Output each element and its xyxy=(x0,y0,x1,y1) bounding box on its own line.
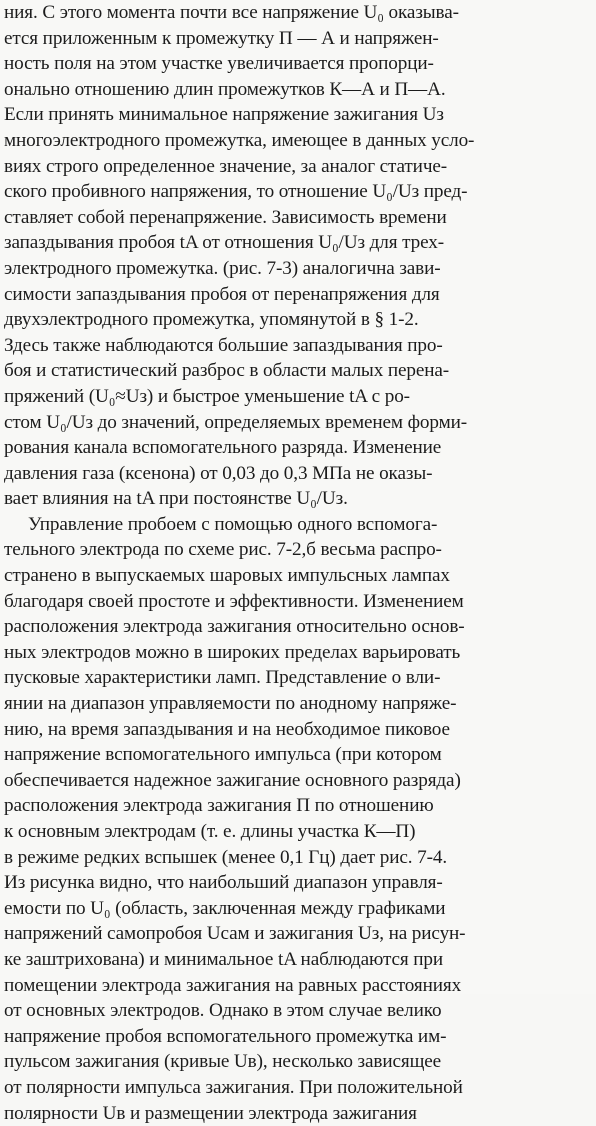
text-line: пусковые характеристики ламп. Представление о вли- xyxy=(4,667,441,689)
text-line: ке заштрихована) и минимальное tA наблюдаются при xyxy=(4,948,443,970)
text-line: обеспечивается надежное зажигание основного разряда) xyxy=(4,769,461,791)
document-text xyxy=(4,0,594,1126)
text-line: тельного электрода по схеме рис. 7-2,б весьма распро- xyxy=(4,539,442,561)
text-line: ность поля на этом участке увеличивается пропорци- xyxy=(4,53,434,75)
text-line: Из рисунка видно, что наибольший диапазон управля- xyxy=(4,872,443,894)
text-line: расположения электрода зажигания П по отношению xyxy=(4,795,434,817)
text-line: онально отношению длин промежутков К—А и П—А. xyxy=(4,78,446,100)
text-line: пульсом зажигания (кривые Uв), несколько зависящее xyxy=(4,1051,442,1073)
text-line: виях строго определенное значение, за аналог статиче- xyxy=(4,155,448,177)
text-line: двухэлектродного промежутка, упомянутой в § 1-2. xyxy=(4,309,419,331)
text-line: в режиме редких вспышек (менее 0,1 Гц) дает рис. 7-4. xyxy=(4,846,448,868)
text-line: от полярности импульса зажигания. При положительной xyxy=(4,1076,463,1098)
text-line: многоэлектродного промежутка, имеющее в данных усло- xyxy=(4,129,475,151)
text-line: Управление пробоем с помощью одного вспомога- xyxy=(28,513,438,535)
text-line: стом U₀/Uз до значений, определяемых временем форми- xyxy=(4,411,468,433)
text-line: странено в выпускаемых шаровых импульсных лампах xyxy=(4,565,450,587)
text-line: Если принять минимальное напряжение зажигания Uз xyxy=(4,104,444,126)
text-line: ния. С этого момента почти все напряжение U₀ оказыва- xyxy=(4,2,459,23)
text-line: напряжение вспомогательного импульса (при котором xyxy=(4,744,442,766)
text-line: вает влияния на tA при постоянстве U₀/Uз. xyxy=(4,488,348,510)
text-line: запаздывания пробоя tA от отношения U₀/Uз для трех- xyxy=(4,232,444,254)
text-line: полярности Uв и размещении электрода зажигания xyxy=(4,1102,417,1124)
text-line: ставляет собой перенапряжение. Зависимость времени xyxy=(4,206,447,228)
text-line: электродного промежутка. (рис. 7-3) аналогична зави- xyxy=(4,257,441,279)
text-line: янии на диапазон управляемости по анодному напряже- xyxy=(4,693,457,715)
text-line: давления газа (ксенона) от 0,03 до 0,3 МПа не оказы- xyxy=(4,462,433,484)
text-line: пряжений (U₀≈Uз) и быстрое уменьшение tA с ро- xyxy=(4,385,410,407)
text-line: боя и статистический разброс в области малых перена- xyxy=(4,360,450,382)
text-line: симости запаздывания пробоя от перенапряжения для xyxy=(4,283,440,305)
text-line: расположения электрода зажигания относительно основ- xyxy=(4,616,465,638)
text-line: к основным электродам (т. е. длины участка К—П) xyxy=(4,821,416,842)
text-line: благодаря своей простоте и эффективности. Изменением xyxy=(4,590,464,612)
text-line: рования канала вспомогательного разряда. Изменение xyxy=(4,437,442,459)
text-line: нию, на время запаздывания и на необходимое пиковое xyxy=(4,718,450,740)
text-line: емости по U₀ (область, заключенная между графиками xyxy=(4,897,446,919)
text-line: помещении электрода зажигания на равных расстояниях xyxy=(4,974,462,996)
text-line: напряжение пробоя вспомогательного промежутка им- xyxy=(4,1025,447,1047)
text-line: напряжений самопробоя Uсам и зажигания Uз, на рисун- xyxy=(4,923,466,945)
text-line: ского пробивного напряжения, то отношение U₀/Uз пред- xyxy=(4,181,468,203)
text-line: ных электродов можно в широких пределах варьировать xyxy=(4,641,461,663)
text-line: Здесь также наблюдаются большие запаздывания про- xyxy=(4,334,443,356)
text-line: от основных электродов. Однако в этом случае велико xyxy=(4,1000,442,1022)
text-line: ется приложенным к промежутку П — А и напряжен- xyxy=(4,27,439,49)
